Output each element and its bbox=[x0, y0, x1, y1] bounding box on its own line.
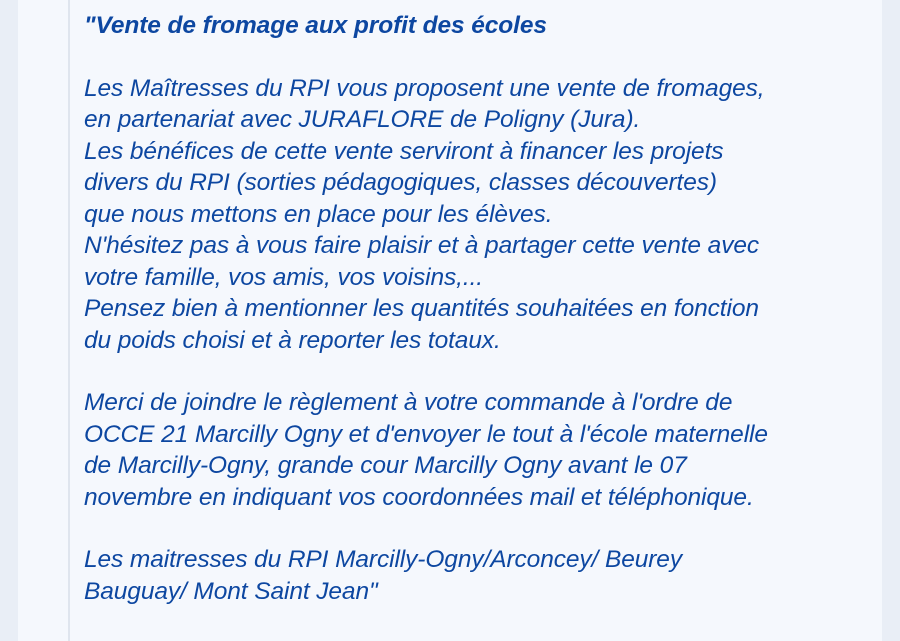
post-body bbox=[84, 10, 874, 638]
text-line: en partenariat avec JURAFLORE de Poligny (Jura). bbox=[84, 106, 641, 133]
text-line: N'hésitez pas à vous faire plaisir et à partager cette vente avec bbox=[84, 232, 760, 259]
text-line: votre famille, vos amis, vos voisins,... bbox=[84, 263, 484, 291]
text-line: que nous mettons en place pour les élèves. bbox=[84, 200, 553, 228]
paragraph-signature bbox=[84, 544, 874, 607]
text-line: Bauguay/ Mont Saint Jean" bbox=[84, 577, 378, 605]
text-line: novembre en indiquant vos coordonnées mail et téléphonique. bbox=[84, 483, 754, 511]
paragraph-payment bbox=[84, 387, 874, 513]
right-margin bbox=[882, 0, 900, 641]
left-margin bbox=[0, 0, 18, 641]
post-title: "Vente de fromage aux profit des écoles bbox=[84, 12, 547, 39]
text-line: Merci de joindre le règlement à votre commande à l'ordre de bbox=[84, 389, 733, 416]
text-line: de Marcilly-Ogny, grande cour Marcilly Ogny avant le 07 bbox=[84, 452, 687, 479]
quote-divider bbox=[68, 0, 70, 641]
text-line: Les bénéfices de cette vente serviront à financer les projets bbox=[84, 137, 724, 165]
text-line: Pensez bien à mentionner les quantités souhaitées en fonction bbox=[84, 295, 759, 322]
text-line: Les maitresses du RPI Marcilly-Ogny/Arconcey/ Beurey bbox=[84, 546, 682, 573]
text-line: du poids choisi et à reporter les totaux. bbox=[84, 326, 501, 354]
paragraph-announcement bbox=[84, 73, 874, 357]
text-line: Les Maîtresses du RPI vous proposent une vente de fromages, bbox=[84, 74, 765, 102]
text-line: OCCE 21 Marcilly Ogny et d'envoyer le tout à l'école maternelle bbox=[84, 420, 768, 448]
text-line: divers du RPI (sorties pédagogiques, classes découvertes) bbox=[84, 169, 717, 196]
